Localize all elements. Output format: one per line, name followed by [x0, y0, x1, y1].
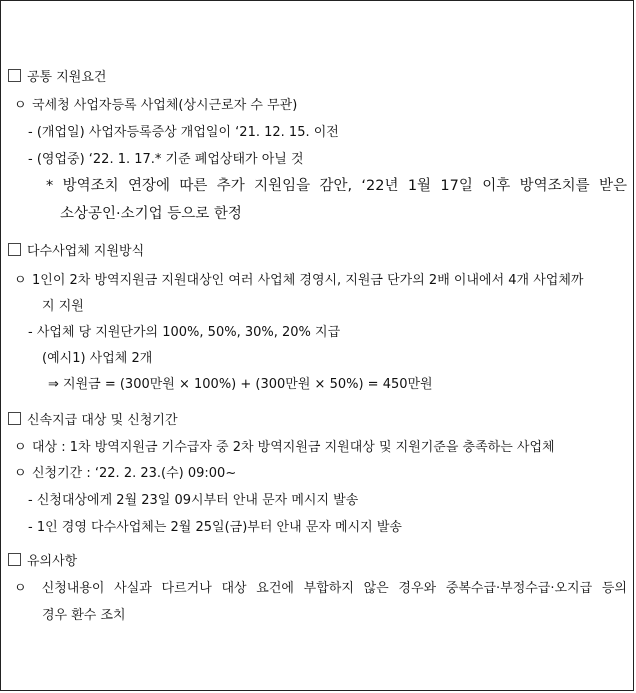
word: 따른	[179, 178, 208, 194]
word: 중복수급·부정수급·오지급	[445, 581, 593, 596]
word: *	[46, 178, 54, 194]
word: 감안,	[319, 178, 353, 194]
checkbox-square-icon	[8, 69, 21, 82]
sub-item: - 사업체 당 지원단가의 100%, 50%, 30%, 20% 지급	[28, 325, 341, 340]
circle-bullet-icon: ㅇ	[14, 466, 27, 481]
word: 사실과	[114, 581, 152, 596]
word: 경우와	[398, 581, 437, 596]
word: 추가	[216, 178, 245, 194]
word: 방역조치를	[519, 178, 590, 194]
note-line	[46, 177, 627, 195]
list-item	[14, 580, 627, 598]
word: 이후	[482, 178, 511, 194]
word: 부합하지	[303, 581, 354, 596]
word: 연장에	[127, 178, 170, 194]
word: 대상	[221, 581, 247, 596]
word: 다르거나	[161, 581, 212, 596]
circle-bullet-icon: ㅇ	[14, 273, 27, 288]
list-item: ㅇ 신청기간 : ‘22. 2. 23.(수) 09:00~	[14, 466, 237, 481]
sub-item: - 1인 경영 다수사업체는 2월 25일(금)부터 안내 문자 메시지 발송	[28, 520, 402, 535]
checkbox-square-icon	[8, 412, 21, 425]
note-line-continued: 소상공인·소기업 등으로 한정	[60, 206, 242, 222]
list-item-continued: 경우 환수 조치	[42, 608, 126, 623]
word: 받은	[598, 178, 627, 194]
circle-bullet-icon: ㅇ	[14, 581, 27, 596]
list-item-continued: 지 지원	[42, 299, 84, 314]
example-formula: ⇒ 지원금 = (300만원 × 100%) + (300만원 × 50%) = 450만원	[48, 377, 433, 392]
word: 17일	[440, 178, 473, 194]
circle-bullet-icon: ㅇ	[14, 440, 27, 455]
circle-bullet-icon: ㅇ	[14, 98, 27, 113]
word: ‘22년	[361, 178, 399, 194]
list-item: ㅇ 국세청 사업자등록 사업체(상시근로자 수 무관)	[14, 98, 298, 113]
section-heading-multi-business: 다수사업체 지원방식	[8, 243, 633, 261]
sub-item: - 신청대상에게 2월 23일 09시부터 안내 문자 메시지 발송	[28, 493, 359, 508]
section-heading-common-requirements: 공통 지원요건	[8, 69, 633, 87]
word: 1월	[407, 178, 432, 194]
example-label: (예시1) 사업체 2개	[42, 351, 153, 366]
sub-item: - (영업중) ‘22. 1. 17.* 기준 폐업상태가 아닐 것	[28, 152, 304, 167]
word: 등의	[601, 581, 627, 596]
word: 신청내용이	[41, 581, 105, 596]
word: 방역조치	[62, 178, 119, 194]
word: 요건에	[256, 581, 294, 596]
list-item: ㅇ 대상 : 1차 방역지원금 기수급자 중 2차 방역지원금 지원대상 및 지원기준을 충족하는 사업체	[14, 440, 555, 455]
checkbox-square-icon	[8, 553, 21, 566]
section-heading-notes: 유의사항	[8, 553, 633, 571]
list-item: ㅇ 1인이 2차 방역지원금 지원대상인 여러 사업체 경영시, 지원금 단가의 2배 이내에서 4개 사업체까	[14, 273, 584, 288]
sub-item: - (개업일) 사업자등록증상 개업일이 ‘21. 12. 15. 이전	[28, 125, 339, 140]
section-heading-fast-payment: 신속지급 대상 및 신청기간	[8, 412, 633, 430]
word: 않은	[363, 581, 389, 596]
checkbox-square-icon	[8, 243, 21, 256]
word: 지원임을	[254, 178, 311, 194]
